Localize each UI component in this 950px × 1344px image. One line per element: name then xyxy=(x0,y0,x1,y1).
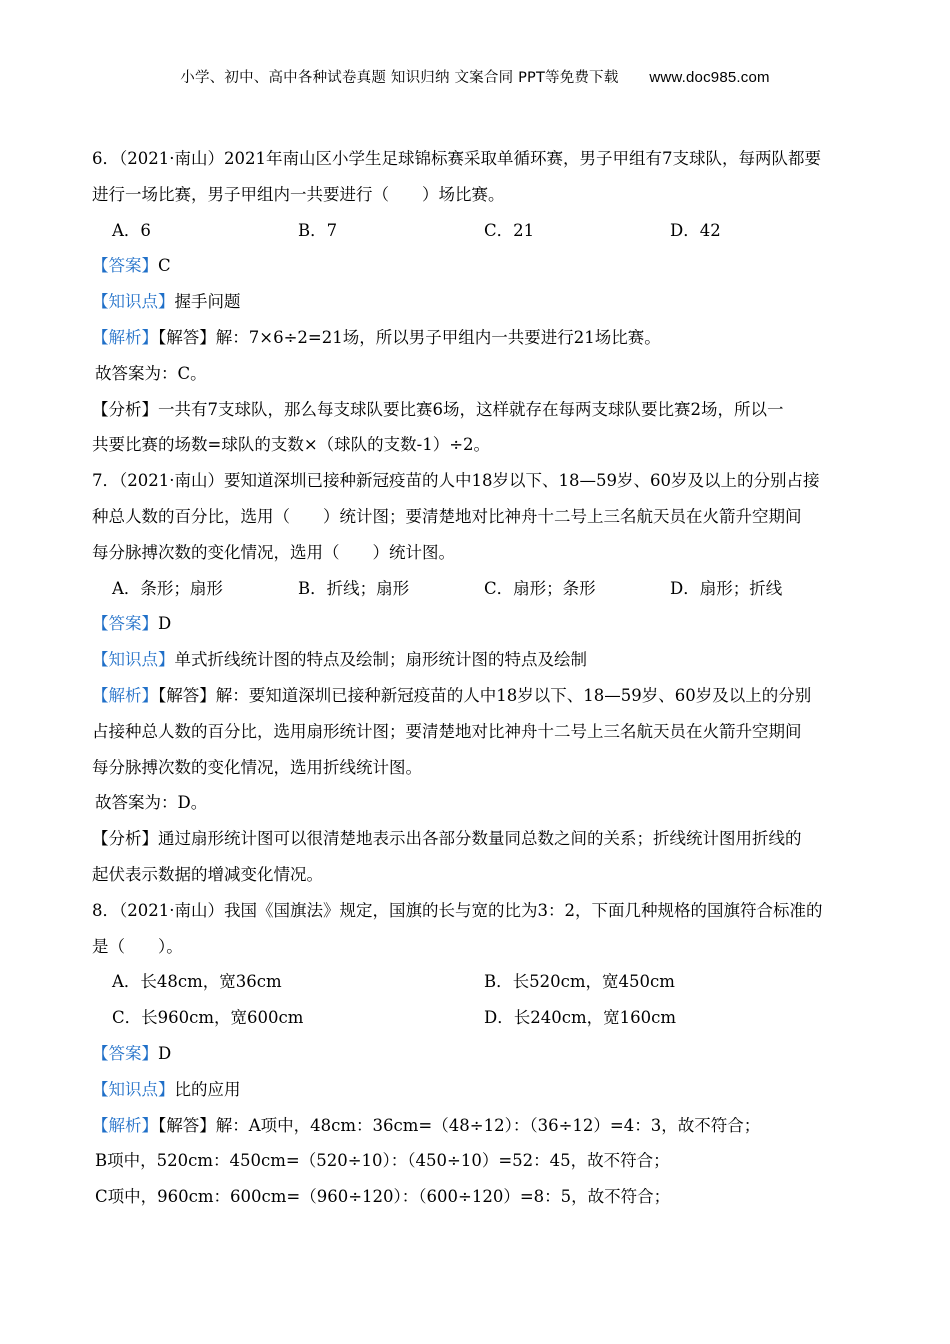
q8-options-row-1 xyxy=(92,964,862,1000)
q7-analysis-line-1: 【分析】通过扇形统计图可以很清楚地表示出各部分数量同总数之间的关系；折线统计图用折线的 xyxy=(92,829,802,849)
q7-explain-line-2: 占接种总人数的百分比，选用扇形统计图；要清楚地对比神舟十二号上三名航天员在火箭升空期间 xyxy=(92,721,802,741)
q7-option-b: B．折线；扇形 xyxy=(298,578,410,598)
analysis-tag: 【解析】 xyxy=(92,685,158,705)
answer-tag: 【答案】 xyxy=(92,1043,158,1063)
q8-knowledge xyxy=(92,1072,862,1108)
page-header xyxy=(0,66,950,87)
q8-explain-text-1: 【解答】解：A项中，48cm：36cm=（48÷12）：（36÷12）=4：3，故不符合； xyxy=(158,1115,761,1135)
q7-option-a: A．条形；扇形 xyxy=(112,578,223,598)
q6-analysis-line-1: 【分析】一共有7支球队，那么每支球队要比赛6场，这样就存在每两支球队要比赛2场，所以一 xyxy=(92,399,784,419)
q6-stem-line-1: 6．（2021·南山）2021年南山区小学生足球锦标赛采取单循环赛，男子甲组有7支球队，每两队都要 xyxy=(92,149,821,168)
q8-stem-line-1: 8．（2021·南山）我国《国旗法》规定，国旗的长与宽的比为3：2，下面几种规格的国旗符合标准的 xyxy=(92,900,823,920)
q6-option-a: A．6 xyxy=(112,220,151,240)
q7-explain-text-1: 【解答】解：要知道深圳已接种新冠疫苗的人中18岁以下、18—59岁、60岁及以上的分别 xyxy=(158,685,812,705)
q8-explain-line-1 xyxy=(92,1108,862,1144)
q8-stem-line-2: 是（ ）。 xyxy=(92,936,183,956)
analysis-tag: 【解析】 xyxy=(92,1115,158,1135)
q8-option-a: A．长48cm，宽36cm xyxy=(112,972,282,992)
q6-answer xyxy=(92,248,862,284)
q7-options xyxy=(92,571,862,607)
q6-option-b: B．7 xyxy=(298,220,338,240)
knowledge-tag: 【知识点】 xyxy=(92,1079,175,1099)
header-text: 小学、初中、高中各种试卷真题 知识归纳 文案合同 PPT等免费下载 xyxy=(180,70,619,86)
q8-knowledge-value: 比的应用 xyxy=(174,1079,241,1099)
q8-option-d: D．长240cm，宽160cm xyxy=(484,1008,676,1028)
q6-options xyxy=(92,213,862,249)
knowledge-tag: 【知识点】 xyxy=(92,292,175,312)
document-body xyxy=(92,141,862,1215)
q6-conclusion: 故答案为：C。 xyxy=(95,363,207,383)
q8-option-c: C．长960cm，宽600cm xyxy=(112,1008,304,1028)
q6-analysis-line-2: 共要比赛的场数=球队的支数×（球队的支数-1）÷2。 xyxy=(92,435,491,455)
q7-answer-value: D xyxy=(158,614,172,634)
q6-option-c: C．21 xyxy=(484,220,535,240)
answer-tag: 【答案】 xyxy=(92,614,158,634)
q8-explain-line-2: B项中，520cm：450cm=（520÷10）：（450÷10）=52：45，故不符合； xyxy=(95,1151,670,1171)
q8-answer-value: D xyxy=(158,1043,172,1063)
q6-explain xyxy=(92,320,862,356)
q6-knowledge-value: 握手问题 xyxy=(174,292,241,312)
q6-explain-text: 【解答】解：7×6÷2=21场，所以男子甲组内一共要进行21场比赛。 xyxy=(158,327,661,347)
q7-stem-line-3: 每分脉搏次数的变化情况，选用（ ）统计图。 xyxy=(92,542,455,562)
q8-option-b: B．长520cm，宽450cm xyxy=(484,972,675,992)
q7-stem-line-2: 种总人数的百分比，选用（ ）统计图；要清楚地对比神舟十二号上三名航天员在火箭升空期间 xyxy=(92,506,802,526)
q8-options-row-2 xyxy=(92,1000,862,1036)
q7-explain-line-1 xyxy=(92,678,862,714)
q6-answer-value: C xyxy=(158,256,171,276)
q6-stem-line-2: 进行一场比赛，男子甲组内一共要进行（ ）场比赛。 xyxy=(92,184,505,204)
q6-knowledge xyxy=(92,284,862,320)
knowledge-tag: 【知识点】 xyxy=(92,650,175,670)
q8-explain-line-3: C项中，960cm：600cm=（960÷120）：（600÷120）=8：5，故不符合； xyxy=(95,1187,671,1207)
q7-analysis-line-2: 起伏表示数据的增减变化情况。 xyxy=(92,864,323,884)
q6-option-d: D．42 xyxy=(670,220,721,240)
q7-knowledge xyxy=(92,642,862,678)
q7-explain-line-3: 每分脉搏次数的变化情况，选用折线统计图。 xyxy=(92,757,422,777)
q7-answer xyxy=(92,606,862,642)
analysis-tag: 【解析】 xyxy=(92,327,158,347)
q7-option-d: D．扇形；折线 xyxy=(670,578,783,598)
q7-knowledge-value: 单式折线统计图的特点及绘制；扇形统计图的特点及绘制 xyxy=(174,650,587,670)
q7-conclusion: 故答案为：D。 xyxy=(95,793,208,813)
header-url[interactable]: www.doc985.com xyxy=(649,69,770,86)
q8-answer xyxy=(92,1036,862,1072)
q7-stem-line-1: 7．（2021·南山）要知道深圳已接种新冠疫苗的人中18岁以下、18—59岁、60岁及以上的分别占接 xyxy=(92,471,820,491)
q7-option-c: C．扇形；条形 xyxy=(484,578,596,598)
answer-tag: 【答案】 xyxy=(92,256,158,276)
